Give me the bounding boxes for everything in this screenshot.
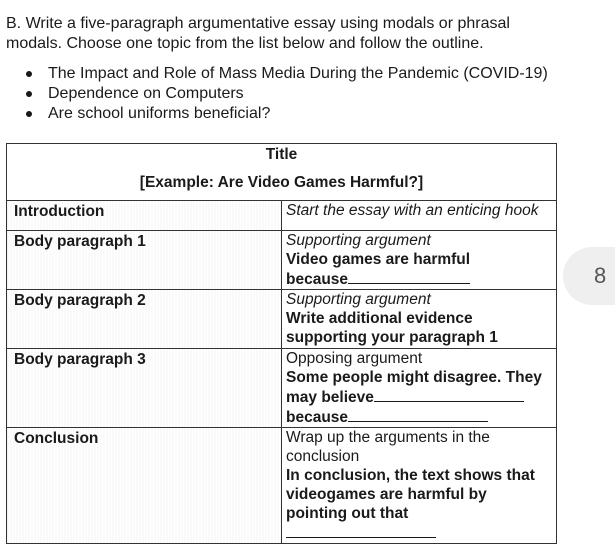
topic-item: Are school uniforms beneficial?: [26, 104, 548, 124]
row-content-conclusion: [282, 428, 557, 544]
fill-in-blank[interactable]: [374, 387, 524, 402]
table-title: Title: [265, 146, 298, 163]
body1-line1: Video games are harmful: [286, 251, 471, 268]
conclusion-hint-2: conclusion: [286, 448, 360, 465]
row-label-body1: Body paragraph 1: [7, 231, 282, 290]
instruction-line-1: B. Write a five-paragraph argumentative essay using modals or phrasal: [6, 15, 510, 32]
row-label-body3: Body paragraph 3: [7, 349, 282, 428]
instruction-text: [6, 14, 566, 54]
title-cell: [7, 144, 557, 201]
table-example: [Example: Are Video Games Harmful?]: [139, 174, 424, 191]
cropped-text-fragment: [0, 0, 210, 4]
title-row: [7, 144, 557, 201]
body3-line1: Some people might disagree. They: [286, 369, 542, 386]
row-content-body1: [282, 231, 557, 290]
body2-line2: supporting your paragraph 1: [286, 329, 498, 346]
body3-line3: because: [286, 409, 349, 426]
row-content-introduction: [282, 201, 557, 231]
topic-item: Dependence on Computers: [26, 84, 548, 104]
body3-line2: may believe: [286, 389, 374, 406]
instruction-line-2: modals. Choose one topic from the list below and follow the outline.: [6, 35, 484, 52]
table-row: [7, 349, 557, 428]
topic-item: The Impact and Role of Mass Media During the Pandemic (COVID-19): [26, 64, 548, 84]
body1-line2-wrap: [286, 269, 556, 289]
body1-line2: because: [286, 271, 349, 288]
conclusion-line1: In conclusion, the text shows that: [286, 467, 535, 484]
conclusion-hint-1: Wrap up the arguments in the: [286, 429, 490, 446]
topic-list: [26, 64, 548, 124]
body3-hint: Opposing argument: [286, 350, 423, 367]
row-label-body2: Body paragraph 2: [7, 290, 282, 349]
body2-line1: Write additional evidence: [286, 310, 473, 327]
essay-outline-table: [6, 143, 557, 544]
table-row: [7, 428, 557, 544]
page-number: 8: [594, 263, 607, 288]
row-content-body2: [282, 290, 557, 349]
row-content-body3: [282, 349, 557, 428]
row-label-conclusion: Conclusion: [7, 428, 282, 544]
body1-hint: Supporting argument: [286, 232, 431, 249]
fill-in-blank[interactable]: [348, 407, 488, 422]
table-row: [7, 290, 557, 349]
table-row: [7, 201, 557, 231]
body2-hint: Supporting argument: [286, 291, 431, 308]
table-row: [7, 231, 557, 290]
conclusion-line3-wrap: [286, 504, 556, 543]
page-number-tab[interactable]: [563, 247, 615, 305]
row-label-introduction: Introduction: [7, 201, 282, 231]
fill-in-blank[interactable]: [286, 523, 436, 538]
conclusion-line2: videogames are harmful by: [286, 486, 487, 503]
introduction-hint: Start the essay with an enticing hook: [286, 202, 539, 219]
fill-in-blank[interactable]: [348, 269, 470, 284]
body3-line3-wrap: [286, 407, 556, 427]
conclusion-line3: pointing out that: [286, 505, 409, 522]
body3-line2-wrap: [286, 387, 556, 407]
